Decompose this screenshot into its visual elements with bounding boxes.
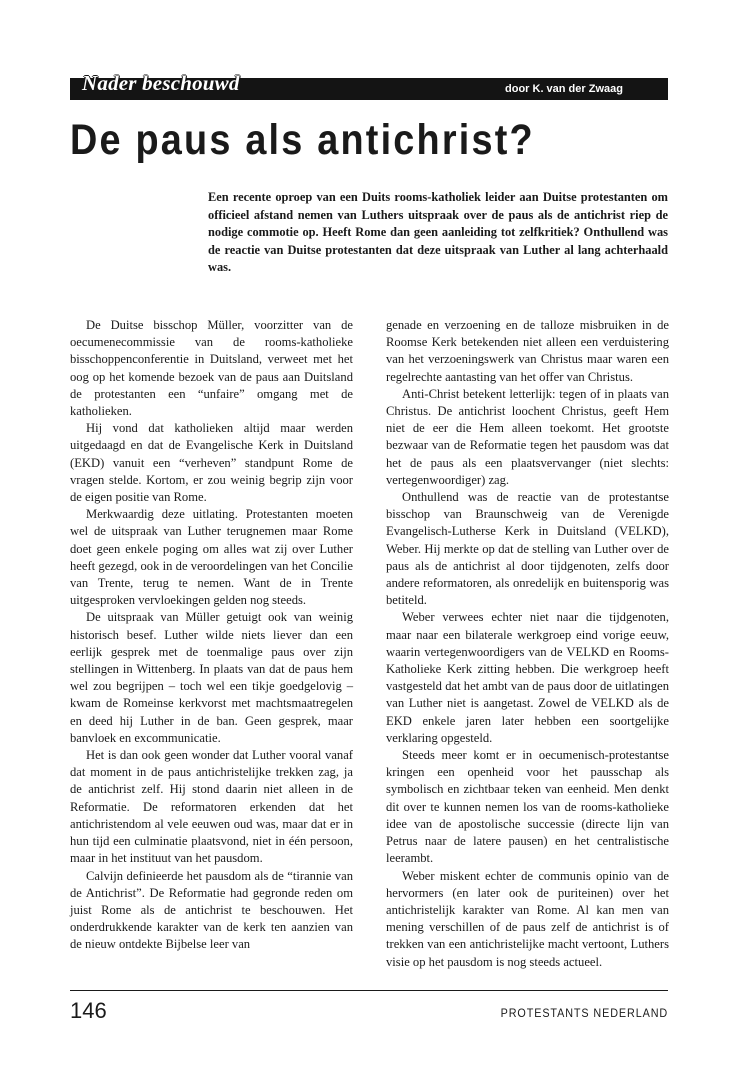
body-paragraph: Steeds meer komt er in oecumenisch-protestantse kringen een openheid voor het pausschap als symbolisch en zichtbaar teken van eenheid. Men denkt dit over te kunnen nemen los van de rooms-katholieke idee van de apostolische successie (directe lijn van Petrus naar de latere pausen) en het centralistische leerambt. [386, 748, 669, 866]
footer-rule [70, 990, 668, 991]
body-paragraph: Weber miskent echter de communis opinio van de hervormers (en later ook de puriteinen) over het antichristelijk karakter van Rome. Al kan men van mening verschillen of de paus zelf de antichrist is of trekken van een antichristelijke macht vertoont, Luthers visie op het pausdom is nog steeds actueel. [386, 868, 669, 969]
page-number: 146 [70, 998, 107, 1023]
body-column-right [386, 317, 669, 971]
section-label: Nader beschouwd [82, 71, 240, 95]
article-title: De paus als antichrist? [70, 116, 535, 164]
byline: door K. van der Zwaag [505, 83, 623, 95]
body-paragraph: De uitspraak van Müller getuigt ook van weinig historisch besef. Luther wilde niets liever dan een eerlijk gesprek met de toenmalige paus over zijn stellingen in Wittenberg. In plaats van dat de paus hem wel zou begrijpen – toch wel een tikje goedgelovig – kwam de Romeinse kerkvorst met machtsmaatregelen en deed hij Luther in de ban. Geen gesprek, maar banvloek en excommunicatie. [70, 610, 353, 745]
body-paragraph: Onthullend was de reactie van de protestantse bisschop van Braunschweig van de Verenigde Evangelisch-Lutherse Kerk in Duitsland (VELKD), Weber. Hij merkte op dat de stelling van Luther over de paus als de antichrist al door tijdgenoten, zelfs door andere reformatoren, als onredelijk en buitensporig was betiteld. [386, 490, 669, 608]
body-paragraph: Weber verwees echter niet naar die tijdgenoten, maar naar een bilaterale werkgroep eind vorige eeuw, waarin vertegenwoordigers van de VELKD en Rooms-Katholieke Kerk zitting hebben. Die werkgroep heeft vastgesteld dat het ambt van de paus door de uitlatingen van Luther niet is aangetast. Zowel de VELKD als de EKD enkele jaren later hebben een soortgelijke verklaring opgesteld. [386, 610, 669, 745]
body-paragraph: Merkwaardig deze uitlating. Protestanten moeten wel de uitspraak van Luther terugnemen maar Rome doet geen enkele poging om alles wat zij over Luther heeft gezegd, ook in de veroordelingen van het Concilie van Trente, terug te nemen. Want de in Trente uitgesproken vervloekingen gelden nog steeds. [70, 507, 353, 608]
body-paragraph: Het is dan ook geen wonder dat Luther vooral vanaf dat moment in de paus antichristelijke trekken zag, ja de antichrist zelf. Hij stond daarin niet alleen in de Reformatie. De reformatoren erkenden dat het antichristendom al vele eeuwen oud was, maar dat er in hun tijd een culminatie plaatsvond, niet in één persoon, maar in het instituut van het pausdom. [70, 748, 353, 866]
body-paragraph: Hij vond dat katholieken altijd maar werden uitgedaagd en dat de Evangelische Kerk in Duitsland (EKD) vanuit een “verheven” standpunt Rome de vragen stelde. Kortom, er zou weinig begrip zijn voor de eigen positie van Rome. [70, 421, 353, 505]
body-column-left [70, 317, 353, 954]
lead-paragraph: Een recente oproep van een Duits rooms-katholiek leider aan Duitse protestanten om officieel afstand nemen van Luthers uitspraak over de paus als de antichrist riep de nodige commotie op. Heeft Rome dan geen aanleiding tot zelfkritiek? Onthullend was de reactie van Duitse protestanten dat deze uitspraak van Luther al lang achterhaald was. [208, 190, 668, 275]
body-paragraph: De Duitse bisschop Müller, voorzitter van de oecumenecommissie van de rooms-katholieke bisschoppenconferentie in Duitsland, verweet met het oog op het komende bezoek van de paus aan Duitsland de protestanten een “unfaire” omgang met de katholieken. [70, 318, 353, 419]
body-paragraph-continued: genade en verzoening en de talloze misbruiken in de Roomse Kerk betekenden niet alleen een verduistering van het verzoeningswerk van Christus maar waren een regelrechte aantasting van het offer van Christus. [386, 318, 669, 384]
body-paragraph: Anti-Christ betekent letterlijk: tegen of in plaats van Christus. De antichrist loochent Christus, geeft Hem niet de eer die Hem alleen toekomt. Het grootste bezwaar van de Reformatie tegen het pausdom was dat het de paus als een plaatsvervanger (niet slechts: vertegenwoordiger) zag. [386, 386, 669, 487]
body-paragraph: Calvijn definieerde het pausdom als de “tirannie van de Antichrist”. De Reformatie had gegronde reden om juist Rome als de antichrist te beschouwen. Het onderdrukkende karakter van de kerk ten aanzien van de nieuw ontdekte Bijbelse leer van [70, 868, 353, 952]
journal-name: PROTESTANTS NEDERLAND [500, 1006, 668, 1020]
